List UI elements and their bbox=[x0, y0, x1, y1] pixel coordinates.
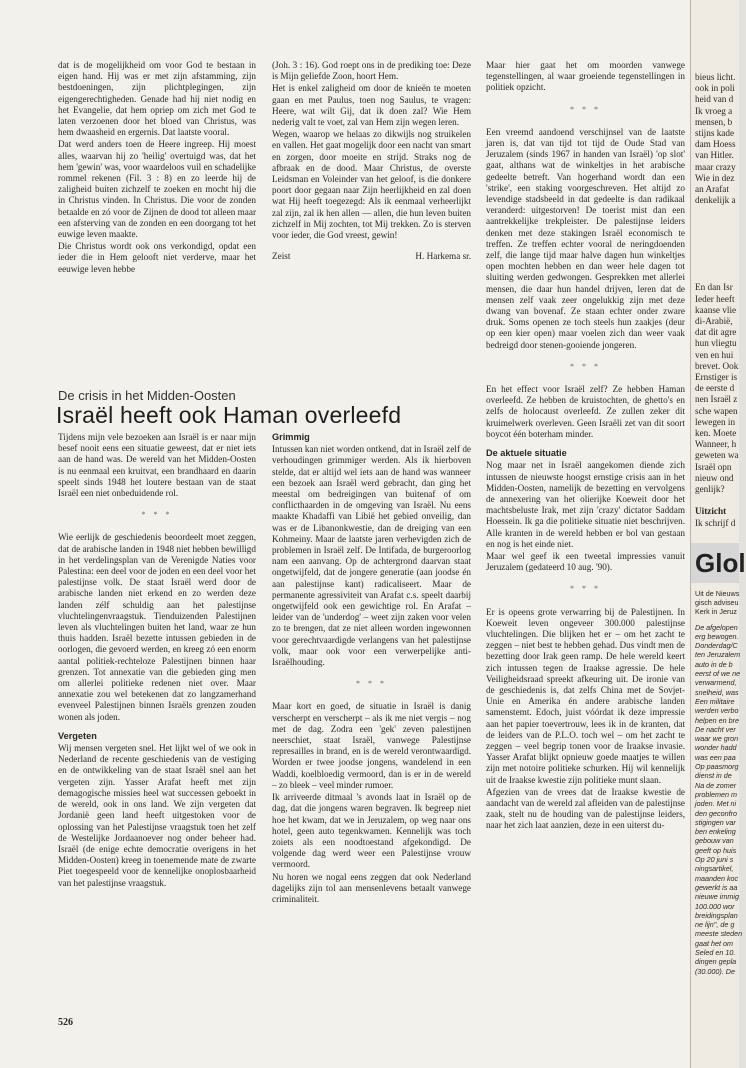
strip-line: Kerk in Jeruz bbox=[695, 607, 737, 617]
strip-line: De nacht ver bbox=[695, 724, 736, 734]
strip-line: stigingen var bbox=[695, 817, 736, 827]
strip-line: ben enkeling bbox=[695, 827, 736, 837]
strip-line: 100.000 wor bbox=[695, 901, 735, 911]
strip-line: Wanneer, h bbox=[695, 439, 737, 450]
paragraph: Wij mensen vergeten snel. Het lijkt wel of we ook in Nederland de recente geschiedenis van de vestiging en de ontwikkeling van de staat Israël snel aan het vergeten zijn. Yasser Arafat heeft met zijn demagogische missies heel wat successen geboekt in de wereld, ook in ons land. We zijn vergeten dat Jordanië geen land heeft uitgestoken voor de oplossing van het Palestijnse vraagstuk toen het zelf de Westelijke Jordaanoever nog onder beheer had. Israël (de enige echte democratie overigens in het Midden-Oosten) kreeg in toenemende mate de zwarte Piet toegespeeld voor de kennelijke onoplosbaarheid van het palestijnse vraagstuk. bbox=[58, 743, 256, 888]
paragraph: Maar hier gaat het om moorden vanwege tegenstellingen, al waar groeiende tegenstellingen in politiek opzicht. bbox=[486, 60, 685, 93]
strip-line: Op 20 juni s bbox=[695, 855, 734, 865]
strip-line: de eerste d bbox=[695, 383, 735, 394]
paragraph: Tijdens mijn vele bezoeken aan Israël is er naar mijn besef nooit eens een situatie geweest, dat er niet iets aan de hand was. De wereld van het Midden-Oosten is nu eenmaal een kruitvat, een brandhaard en daarin speelt sinds 1948 het loutere bestaan van de staat Israël een niet onbeduidende rol. bbox=[58, 432, 256, 499]
strip-line: Een militaire bbox=[695, 696, 735, 706]
signature bbox=[272, 251, 471, 262]
signature-name: H. Harkema sr. bbox=[415, 251, 471, 262]
paragraph: Ik arriveerde ditmaal 's avonds laat in Israël op de dag, dat die jongens waren begraven. Ik begreep niet hoe het kwam, dat we in Jeruzalem, op weg naar ons hotel, geen auto tegenkwamen. Kennelijk was toch zoiets als een noodtoestand afgekondigd. De volgende dag werd weer een Palestijnse vrouw vermoord. bbox=[272, 792, 471, 870]
strip-line: dingen gepla bbox=[695, 957, 737, 967]
paragraph: (Joh. 3 : 16). God roept ons in de prediking toe: Deze is Mijn geliefde Zoon, hoort Hem. bbox=[272, 60, 471, 82]
strip-line: gaat het om bbox=[695, 938, 733, 948]
strip-line: eerst of we ne bbox=[695, 669, 741, 679]
box-title: Glol bbox=[691, 543, 739, 583]
paragraph: dat is de mogelijkheid om voor God te bestaan in eigen hand. Hij was er met zijn afstamming, zijn bestdoeningen, zijn plichtplegingen, zijn eigengerechtigheden. Genade had hij niet nodig en het Evangelie, dat hem opriep om zich met God te laten verzoenen door het bloed van Christus, was hem dwaasheid en ergernis. Dat laatste vooral. bbox=[58, 60, 256, 138]
strip-line: ten Jeruzalem bbox=[695, 650, 741, 660]
paragraph: Maar kort en goed, de situatie in Israël is danig verscherpt en verscherpt – als ik me niet vergis – nog met de dag. Zodra een 'gek' zeven palestijnen neerschiet, staat Israël, vanwege Palestijnse represailles in brand, en is de wereld verontwaardigd. Worden er twee joodse jongens, wandelend in een Waddi, koelbloedig vermoord, dan is er in de wereld – zo bleek – veel minder rumoer. bbox=[272, 701, 471, 790]
strip-line: Ernstiger is bbox=[695, 372, 738, 383]
strip-line: werden verbo bbox=[695, 706, 739, 716]
strip-line: helpen en bre bbox=[695, 715, 739, 725]
paragraph: Het is enkel zaligheid om door de knieën te moeten gaan en met Paulus, toen nog Saulus, te vragen: Heere, wat wilt Gij, dat ik doen zal? Wie Hem nederig valt te voet, zal van Hem zijn wegen leren. bbox=[272, 83, 471, 128]
strip-line: breidingsplan bbox=[695, 910, 738, 920]
article-column-3 bbox=[486, 60, 685, 833]
paragraph: Die Christus wordt ook ons verkondigd, opdat een ieder die in Hem gelooft niet verderve, maar het eeuwige leven hebbe bbox=[58, 241, 256, 274]
paragraph: Een vreemd aandoend verschijnsel van de laatste jaren is, dat van tijd tot tijd de Oude Stad van Jeruzalem (sinds 1967 in handen van Israël) 'op slot' gaat, althans wat de winkeltjes in het arabische gedeelte betreft. Van hogerhand wordt dan een 'strike', een staking voorgeschreven. Het altijd zo levendige stadsbeeld in dat gedeelte is dan radikaal veranderd: uitgestorven! De toerist mist dan een aantrekkelijke trekpleister. De palestijnse leiders denken met deze stakingen Israël economisch te treffen. Ze treffen echter vooral de neringdoenden zelf, die lange tijd maar halve dagen hun winkeltjes open mochten hebben en dan weer hele dagen tot sluiting werden gedwongen. Gesprekken met allerlei mensen, die daar hun handel drijven, leren dat de mensen zelf vaak zeer ongelukkig zijn met deze dwang van bovenaf. Ze staan echter onder zware druk. Soms openen ze toch steels hun zaakjes (deur op een kier open) maar voelen zich dan weer vaak bedreigd door stenen-gooiende jongeren. bbox=[486, 126, 685, 350]
strip-line: nen Israël z bbox=[695, 394, 738, 405]
strip-line: den geconfro bbox=[695, 808, 737, 818]
strip-line: wonder hadd bbox=[695, 743, 737, 753]
strip-line: nieuw ond bbox=[695, 472, 734, 483]
signature-place: Zeist bbox=[272, 251, 291, 262]
strip-line: ningsartikel, bbox=[695, 864, 734, 874]
strip-line: stijns kade bbox=[695, 128, 735, 139]
article-headline: Israël heeft ook Haman overleefd bbox=[56, 402, 402, 428]
strip-line: Israël opn bbox=[695, 461, 732, 472]
strip-subheading: Uitzicht bbox=[695, 506, 727, 517]
section-divider: * * * bbox=[570, 361, 601, 371]
page-number: 526 bbox=[58, 1017, 73, 1028]
strip-line: auto in de b bbox=[695, 659, 733, 669]
strip-line: ook in poli bbox=[695, 83, 735, 94]
strip-line: mensen, b bbox=[695, 116, 733, 127]
strip-line: Ik vroeg a bbox=[695, 105, 733, 116]
strip-line: Na de zomer bbox=[695, 780, 737, 790]
strip-line: Donderdag/C bbox=[695, 641, 738, 651]
paragraph: Maar wel geef ik een tweetal impressies vanuit Jeruzalem (gedateerd 10 aug. '90). bbox=[486, 550, 685, 573]
strip-text-block bbox=[691, 622, 743, 976]
strip-line: maar crazy bbox=[695, 161, 736, 172]
strip-line: heid van d bbox=[695, 94, 734, 105]
article-column-2 bbox=[272, 432, 471, 906]
strip-line: (30.000). De bbox=[695, 966, 735, 976]
strip-line: van Hitler. bbox=[695, 150, 734, 161]
strip-line: Seled en 10. bbox=[695, 947, 736, 957]
paragraph: Wegen, waarop we helaas zo dikwijls nog struikelen en vallen. Het gaat mogelijk door een nacht van smart en zorgen, door moeite en strijd. Straks nog de afbraak en de dood. Maar Christus, de overste Leidsman en Voleinder van het geloof, is die donkere poort door gegaan naar Zijn heerlijkheid en zal doen wat Hij heeft toegezegd: Als ik eenmaal verheerlijkt zal zijn, zal ik hen allen — allen, die hun leven buiten zichzelf in Mij zochten, tot Mij trekken. Zo is sterven voor ieder, die God vreest, gewin! bbox=[272, 129, 471, 241]
top-left-column bbox=[58, 60, 256, 276]
strip-line: problemen m bbox=[695, 789, 737, 799]
strip-line: bieus licht. bbox=[695, 72, 736, 82]
strip-text-block bbox=[691, 282, 739, 495]
paragraph: Er is opeens grote verwarring bij de Palestijnen. In Koeweit leven ongeveer 300.000 palestijnse vluchtelingen. Die blijken het er – om het zacht te zeggen – niet best te hebben gehad. Dus vindt men de bezetting door Irak geen ramp. De hele wereld keert zich intussen tegen de Iraakse agressie. De hele Veiligheidsraad spreekt afkeuring uit. De ironie van de geschiedenis is, dat zelfs China met de Sovjet-Unie en Amerika én andere arabische landen samenstemt. Edoch, juist vóórdat ik deze impressie aan het papier toevertrouw, lees ik in de kranten, dat de leiders van de P.L.O. toch wel – om het zacht te zeggen – veel begrip tonen voor de Iraakse invasie. Yasser Arafat blijkt opnieuw goede maatjes te willen zijn met notoire politieke schurken. Hij wil kennelijk uit de Iraakse kwestie zijn politieke munt slaan. bbox=[486, 606, 685, 785]
strip-text-block bbox=[691, 518, 739, 529]
strip-line: an Arafat bbox=[695, 184, 729, 195]
strip-line: Ik schrijf d bbox=[695, 517, 736, 528]
strip-line: dam Hoess bbox=[695, 139, 736, 150]
strip-line: dienst in de bbox=[695, 771, 732, 781]
paragraph: Wie eerlijk de geschiedenis beoordeelt moet zeggen, dat de arabische landen in 1948 niet hebben bewilligd in het verdelingsplan van de Verenigde Naties voor Palestina: een deel voor de joden en een deel voor het palestijnse volk. De staat Israël werd door de arabische landen niet erkend en zo werden deze landen zélf schuldig aan het palestijnse vluchtelingenvraagstuk. Tienduizenden Palestijnen leven als vluchtelingen buiten het land, waar ze hun thuis hadden. Israël bezette intussen gebieden in de oorlogen, die gevoerd werden, en kreeg zó een enorm aantal politiek-rechteloze Palestijnen binnen haar grenzen. Tot annexatie van die gebieden ging men om allerlei politieke redenen niet over. Maar annexatie zou wel betekenen dat zo langzamerhand evenveel Palestijnen binnen Israëls grenzen zouden wonen als joden. bbox=[58, 532, 256, 722]
strip-line: Op paasmorg bbox=[695, 762, 739, 772]
next-page-edge bbox=[690, 0, 746, 1068]
strip-line: di-Arabië, bbox=[695, 316, 733, 327]
paragraph: Nog maar net in Israël aangekomen diende zich intussen de nieuwste hoogst ernstige crisis aan in het Midden-Oosten, namelijk de bezetting en vervolgens de annexering van het olierijke Koeweit door het machtsbeluste Irak, met zijn 'crazy' dictator Saddam Hoessein. Ik ga die politieke situatie niet beschrijven. Alle kranten in de wereld hebben er bol van gestaan en nog is het einde niet. bbox=[486, 460, 685, 549]
strip-line: joden. Met ni bbox=[695, 799, 737, 809]
article-kicker: De crisis in het Midden-Oosten bbox=[58, 388, 236, 403]
strip-line: gebouw van bbox=[695, 836, 734, 846]
subheading: Vergeten bbox=[58, 730, 97, 741]
strip-line: En dan Isr bbox=[695, 282, 733, 293]
section-divider: * * * bbox=[141, 510, 173, 520]
subheading: Grimmig bbox=[272, 432, 310, 442]
strip-line: snelheid, was bbox=[695, 687, 739, 697]
strip-line: erg bewogen. bbox=[695, 631, 739, 641]
paragraph: Afgezien van de vrees dat de Iraakse kwestie de aandacht van de wereld zal afleiden van de palestijnse zaak, stelt nu de houding van de palestijnse leiders, naar het zich laat aanzien, deze in een uiterst du- bbox=[486, 786, 685, 831]
strip-line: genlijk? bbox=[695, 484, 725, 495]
strip-line: maanden koc bbox=[695, 873, 739, 883]
strip-line: waar we gron bbox=[695, 734, 739, 744]
strip-line: verwarmend, bbox=[695, 678, 737, 688]
strip-line: ne lijn", de g bbox=[695, 920, 735, 930]
strip-line: brevet. Ook bbox=[695, 360, 739, 371]
paragraph: Dat werd anders toen de Heere ingreep. Hij moest alles, waarvan hij zo 'heilig' overtuigd was, dat het hem 'gewin' was, voor waardeloos vuil en schadelijke rommel rekenen (Fil. 3 : 8) en zo leerde hij de zaligheid buiten zichzelf te zoeken en mocht hij die in Christus vinden. In Christus. Die voor de zonden betaalde en zó voor de Zijnen de dood tot alleen maar een afsterving van de zonden en een doorgang tot het euwige leven maakte. bbox=[58, 139, 256, 240]
paragraph: En het effect voor Israël zelf? Ze hebben Haman overleefd. Ze hebben de kruistochten, de ghetto's en zelfs de holocaust overleefd. Ze zullen zeker dit kruimelwerk overleven. Geen Israëli zet van dit soort boycot één boterham minder. bbox=[486, 384, 685, 439]
subheading: De aktuele situatie bbox=[486, 448, 567, 459]
strip-line: nieuwe immig bbox=[695, 892, 739, 902]
strip-line: geeft op huis bbox=[695, 845, 737, 855]
paragraph: Nu horen we nogal eens zeggen dat ook Nederland dagelijks zijn tol aan mensenlevens betaalt vanwege criminaliteit. bbox=[272, 871, 471, 904]
strip-line: kaanse vlie bbox=[695, 304, 737, 315]
strip-line: ken. Moete bbox=[695, 428, 737, 439]
strip-line: gisch adviseu bbox=[695, 598, 739, 607]
strip-line: Ieder heeft bbox=[695, 293, 735, 304]
section-divider: * * * bbox=[570, 104, 601, 114]
strip-line: Uit de Nieuws bbox=[695, 588, 740, 598]
strip-line: Wie in dez bbox=[695, 172, 735, 183]
strip-line: hun vliegtu bbox=[695, 338, 737, 349]
strip-line: dat dit agre bbox=[695, 327, 737, 338]
strip-line: De afgelopen bbox=[695, 622, 738, 632]
strip-line: lewegen in bbox=[695, 416, 736, 427]
top-middle-column bbox=[272, 60, 471, 262]
strip-line: was een paa bbox=[695, 752, 736, 762]
section-divider: * * * bbox=[356, 679, 387, 689]
strip-line: gewerkt is aa bbox=[695, 882, 738, 892]
strip-caption bbox=[691, 589, 739, 617]
strip-line: denkelijk a bbox=[695, 195, 736, 206]
strip-text-block bbox=[691, 72, 739, 206]
paragraph: Intussen kan niet worden ontkend, dat in Israël zelf de verhoudingen grimmiger werden. Als ik hierboven stelde, dat er altijd wel iets aan de hand was wanneer een bezoek aan Israël werd gebracht, dan ging het meestal om bedreigingen van buitenaf of om conflicthaarden in de omgeving van Israël. Nu eens maakte Khadaffi van Libië het gebied onveilig, dan was er de Libanonkwestie, dan de dreiging van een Kohmeiny. Maar de laatste jaren verhevigden zich de problemen in Israël zelf. De Intifada, de burgeroorlog nam een aanvang. Op de achtergrond daarvan staat ongetwijfeld, dat de jongere generatie (aan joodse én aan palestijnse kant) radicaliseert. Maar de permanente agressiviteit van Arafat c.s. speelt daarbij ongetwijfeld ook een gewichtige rol. En Arafat – leider van de 'underdog' – weet zijn zaken voor velen zo te brengen, dat ze niet alleen worden ingewonnen voor gerechtvaardigde verlangens van het palestijnse volk, maar ook voor een verwerpelijke anti-Israëlhouding. bbox=[272, 444, 471, 668]
strip-line: meeste steden bbox=[695, 929, 743, 939]
strip-line: geweten wa bbox=[695, 450, 739, 461]
section-divider: * * * bbox=[570, 584, 601, 594]
article-column-1 bbox=[58, 432, 256, 890]
strip-line: ven en hui bbox=[695, 349, 734, 360]
strip-line: sche wapen bbox=[695, 405, 738, 416]
